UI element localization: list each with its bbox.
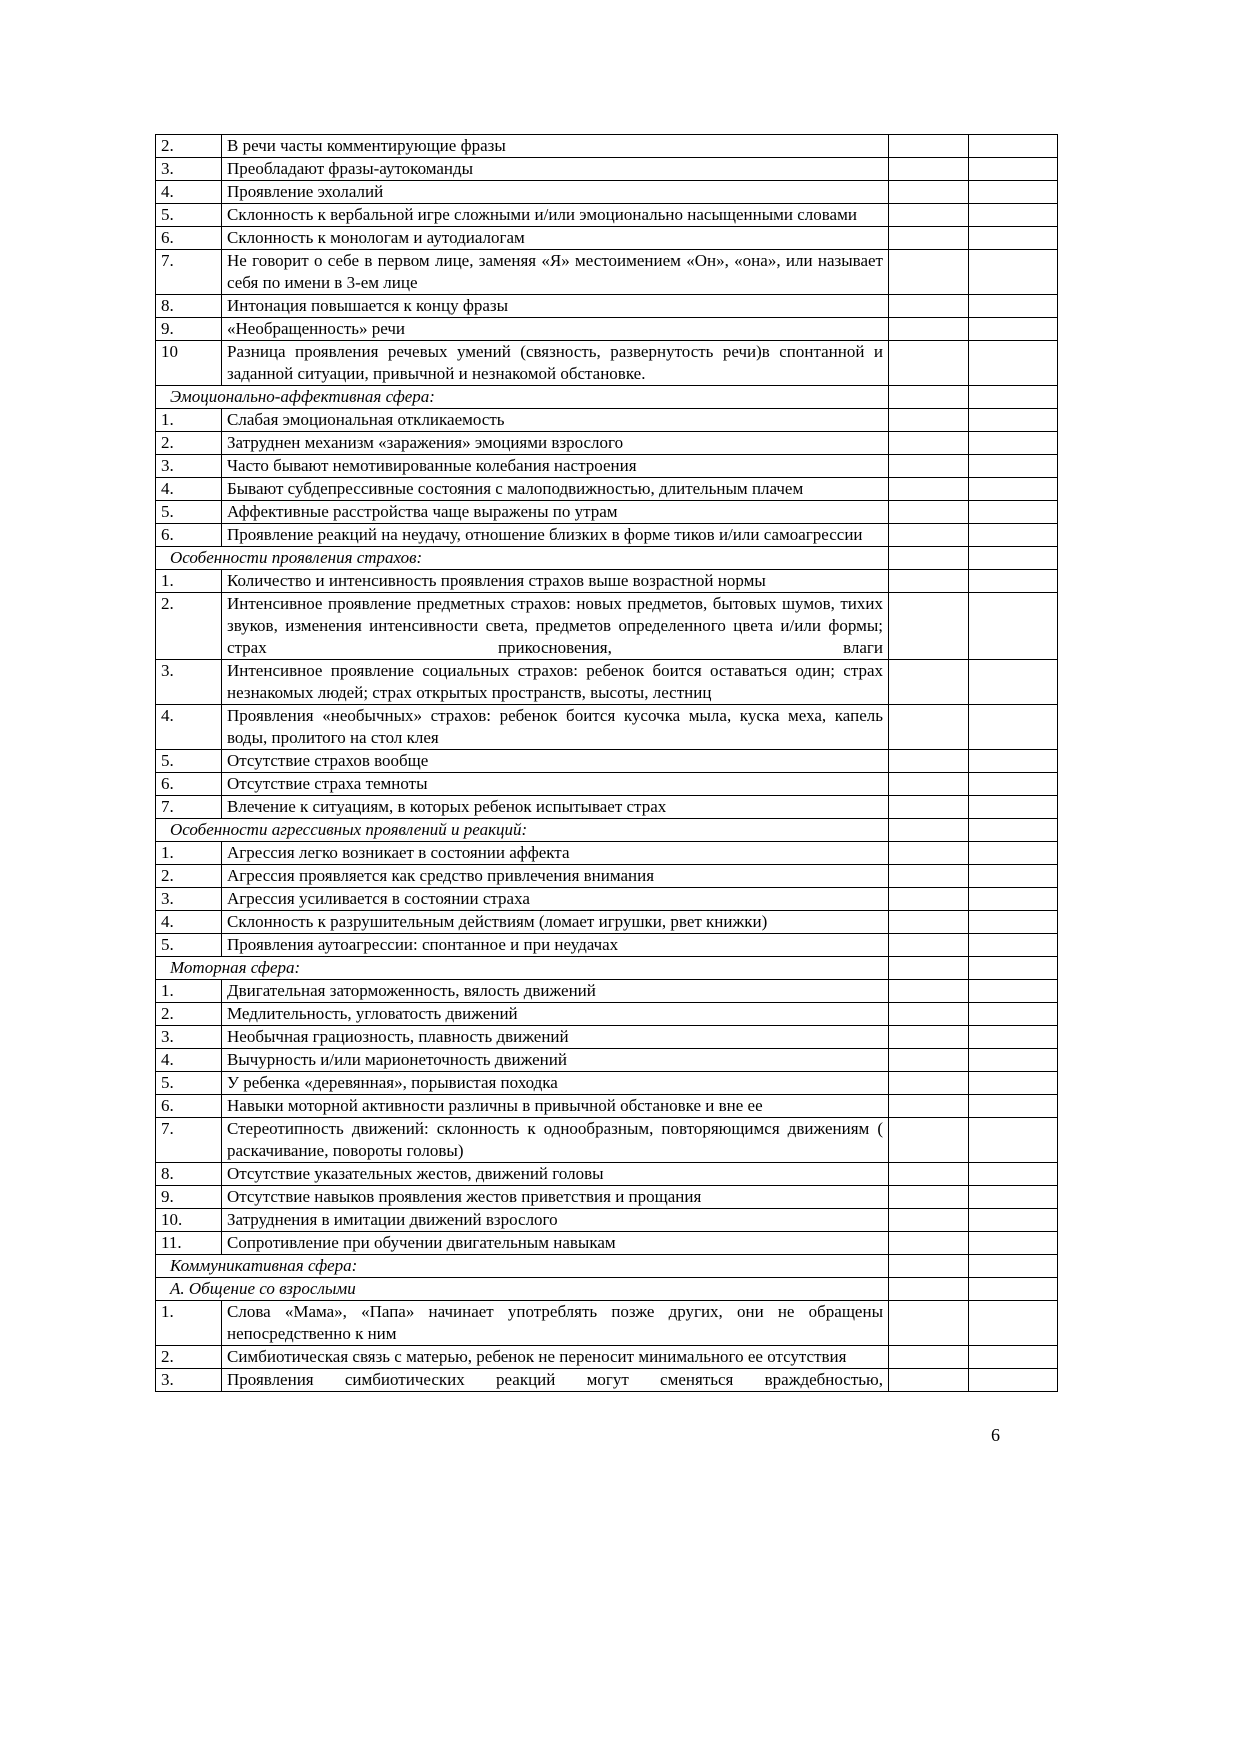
table-row <box>156 1369 1058 1392</box>
mark-cell-1 <box>889 1186 969 1209</box>
row-number: 5. <box>156 1072 222 1095</box>
table-row <box>156 1186 1058 1209</box>
mark-cell-2 <box>969 1346 1058 1369</box>
mark-cell-2 <box>969 1278 1058 1301</box>
row-text: Проявление реакций на неудачу, отношение близких в форме тиков и/или самоагрессии <box>222 524 889 547</box>
table-row <box>156 842 1058 865</box>
row-number: 6. <box>156 1095 222 1118</box>
section-row <box>156 819 1058 842</box>
row-text: Отсутствие указательных жестов, движений головы <box>222 1163 889 1186</box>
table-row <box>156 865 1058 888</box>
mark-cell-2 <box>969 455 1058 478</box>
row-number: 1. <box>156 570 222 593</box>
mark-cell-2 <box>969 888 1058 911</box>
table-row <box>156 227 1058 250</box>
row-text: Количество и интенсивность проявления страхов выше возрастной нормы <box>222 570 889 593</box>
table-row <box>156 1095 1058 1118</box>
row-text: Слова «Мама», «Папа» начинает употреблять позже других, они не обращены непосредственно к ним <box>222 1301 889 1346</box>
mark-cell-2 <box>969 750 1058 773</box>
mark-cell-1 <box>889 796 969 819</box>
row-text: Склонность к монологам и аутодиалогам <box>222 227 889 250</box>
mark-cell-2 <box>969 547 1058 570</box>
mark-cell-2 <box>969 570 1058 593</box>
row-number: 7. <box>156 250 222 295</box>
row-number: 7. <box>156 796 222 819</box>
table-row <box>156 1003 1058 1026</box>
row-number: 2. <box>156 1346 222 1369</box>
mark-cell-1 <box>889 570 969 593</box>
row-text: Стереотипность движений: склонность к однообразным, повторяющимся движениям ( раскачивание, повороты головы) <box>222 1118 889 1163</box>
mark-cell-1 <box>889 1163 969 1186</box>
mark-cell-1 <box>889 135 969 158</box>
mark-cell-2 <box>969 227 1058 250</box>
table-row <box>156 796 1058 819</box>
mark-cell-2 <box>969 1049 1058 1072</box>
table-row <box>156 888 1058 911</box>
mark-cell-1 <box>889 1301 969 1346</box>
table-row <box>156 1118 1058 1163</box>
mark-cell-1 <box>889 957 969 980</box>
row-number: 2. <box>156 593 222 660</box>
row-text: Агрессия проявляется как средство привлечения внимания <box>222 865 889 888</box>
section-title: Эмоционально-аффективная сфера: <box>156 386 889 409</box>
mark-cell-1 <box>889 842 969 865</box>
row-number: 5. <box>156 934 222 957</box>
table-row <box>156 1026 1058 1049</box>
row-text: Не говорит о себе в первом лице, заменяя «Я» местоимением «Он», «она», или называет себя по имени в 3-ем лице <box>222 250 889 295</box>
mark-cell-1 <box>889 158 969 181</box>
row-number: 5. <box>156 204 222 227</box>
mark-cell-2 <box>969 842 1058 865</box>
table-row <box>156 524 1058 547</box>
row-text: Отсутствие страхов вообще <box>222 750 889 773</box>
row-number: 2. <box>156 865 222 888</box>
row-number: 2. <box>156 1003 222 1026</box>
mark-cell-1 <box>889 888 969 911</box>
mark-cell-2 <box>969 773 1058 796</box>
row-number: 3. <box>156 888 222 911</box>
row-number: 5. <box>156 501 222 524</box>
section-row <box>156 1255 1058 1278</box>
mark-cell-1 <box>889 1003 969 1026</box>
mark-cell-1 <box>889 819 969 842</box>
mark-cell-2 <box>969 158 1058 181</box>
row-text: Часто бывают немотивированные колебания настроения <box>222 455 889 478</box>
mark-cell-2 <box>969 250 1058 295</box>
mark-cell-2 <box>969 181 1058 204</box>
row-text: Интенсивное проявление социальных страхов: ребенок боится оставаться один; страх незнакомых людей; страх открытых пространств, высоты, лестниц <box>222 660 889 705</box>
section-row <box>156 957 1058 980</box>
mark-cell-2 <box>969 386 1058 409</box>
row-text: Двигательная заторможенность, вялость движений <box>222 980 889 1003</box>
mark-cell-2 <box>969 911 1058 934</box>
mark-cell-1 <box>889 705 969 750</box>
row-text: Интонация повышается к концу фразы <box>222 295 889 318</box>
table-row <box>156 455 1058 478</box>
row-number: 3. <box>156 1369 222 1392</box>
mark-cell-2 <box>969 478 1058 501</box>
mark-cell-1 <box>889 1209 969 1232</box>
table-row <box>156 593 1058 660</box>
row-number: 6. <box>156 524 222 547</box>
row-number: 4. <box>156 478 222 501</box>
table-row <box>156 1232 1058 1255</box>
row-number: 9. <box>156 318 222 341</box>
mark-cell-1 <box>889 1095 969 1118</box>
table-row <box>156 250 1058 295</box>
row-text: Медлительность, угловатость движений <box>222 1003 889 1026</box>
row-text: Разница проявления речевых умений (связность, развернутость речи)в спонтанной и заданной ситуации, привычной и незнакомой обстановке. <box>222 341 889 386</box>
row-number: 2. <box>156 135 222 158</box>
row-text: Слабая эмоциональная откликаемость <box>222 409 889 432</box>
mark-cell-2 <box>969 865 1058 888</box>
mark-cell-2 <box>969 1095 1058 1118</box>
row-text: Влечение к ситуациям, в которых ребенок испытывает страх <box>222 796 889 819</box>
mark-cell-2 <box>969 980 1058 1003</box>
section-row <box>156 386 1058 409</box>
mark-cell-2 <box>969 957 1058 980</box>
mark-cell-1 <box>889 432 969 455</box>
table-row <box>156 135 1058 158</box>
row-text: Затруднения в имитации движений взрослого <box>222 1209 889 1232</box>
row-number: 1. <box>156 1301 222 1346</box>
row-text: В речи часты комментирующие фразы <box>222 135 889 158</box>
mark-cell-2 <box>969 204 1058 227</box>
row-number: 8. <box>156 1163 222 1186</box>
mark-cell-2 <box>969 524 1058 547</box>
row-number: 1. <box>156 842 222 865</box>
row-number: 3. <box>156 455 222 478</box>
mark-cell-2 <box>969 1186 1058 1209</box>
table-row <box>156 295 1058 318</box>
table-body <box>156 135 1058 1392</box>
mark-cell-1 <box>889 1026 969 1049</box>
mark-cell-1 <box>889 318 969 341</box>
table-row <box>156 1301 1058 1346</box>
mark-cell-2 <box>969 341 1058 386</box>
mark-cell-2 <box>969 1232 1058 1255</box>
mark-cell-1 <box>889 295 969 318</box>
row-text: Интенсивное проявление предметных страхов: новых предметов, бытовых шумов, тихих звуков, изменения интенсивности света, предметов определенного цвета и/или формы; страх прикосновения, влаги <box>222 593 889 660</box>
row-text: Затруднен механизм «заражения» эмоциями взрослого <box>222 432 889 455</box>
mark-cell-2 <box>969 934 1058 957</box>
table-row <box>156 911 1058 934</box>
mark-cell-2 <box>969 660 1058 705</box>
row-text: Склонность к разрушительным действиям (ломает игрушки, рвет книжки) <box>222 911 889 934</box>
mark-cell-1 <box>889 1346 969 1369</box>
mark-cell-1 <box>889 773 969 796</box>
table-row <box>156 980 1058 1003</box>
row-number: 4. <box>156 181 222 204</box>
mark-cell-1 <box>889 341 969 386</box>
row-text: Бывают субдепрессивные состояния с малоподвижностью, длительным плачем <box>222 478 889 501</box>
row-number: 5. <box>156 750 222 773</box>
row-text: Преобладают фразы-аутокоманды <box>222 158 889 181</box>
section-title: Особенности проявления страхов: <box>156 547 889 570</box>
mark-cell-2 <box>969 796 1058 819</box>
row-text: «Необращенность» речи <box>222 318 889 341</box>
mark-cell-2 <box>969 409 1058 432</box>
row-number: 1. <box>156 409 222 432</box>
row-text: Отсутствие страха темноты <box>222 773 889 796</box>
mark-cell-1 <box>889 911 969 934</box>
mark-cell-2 <box>969 135 1058 158</box>
table-row <box>156 478 1058 501</box>
mark-cell-2 <box>969 318 1058 341</box>
mark-cell-1 <box>889 250 969 295</box>
mark-cell-1 <box>889 865 969 888</box>
row-text: Проявление эхолалий <box>222 181 889 204</box>
assessment-table <box>155 134 1058 1392</box>
mark-cell-1 <box>889 934 969 957</box>
row-number: 10. <box>156 1209 222 1232</box>
mark-cell-1 <box>889 750 969 773</box>
mark-cell-1 <box>889 1255 969 1278</box>
row-text: Проявления симбиотических реакций могут сменяться враждебностью, <box>222 1369 889 1392</box>
table-row <box>156 204 1058 227</box>
row-number: 2. <box>156 432 222 455</box>
mark-cell-2 <box>969 1209 1058 1232</box>
row-text: Навыки моторной активности различны в привычной обстановке и вне ее <box>222 1095 889 1118</box>
mark-cell-1 <box>889 547 969 570</box>
mark-cell-2 <box>969 1072 1058 1095</box>
mark-cell-2 <box>969 1255 1058 1278</box>
row-number: 1. <box>156 980 222 1003</box>
row-number: 3. <box>156 660 222 705</box>
row-text: Склонность к вербальной игре сложными и/или эмоционально насыщенными словами <box>222 204 889 227</box>
row-number: 9. <box>156 1186 222 1209</box>
table-row <box>156 1209 1058 1232</box>
table-row <box>156 1049 1058 1072</box>
mark-cell-1 <box>889 524 969 547</box>
table-row <box>156 341 1058 386</box>
table-row <box>156 181 1058 204</box>
row-text: Симбиотическая связь с матерью, ребенок не переносит минимального ее отсутствия <box>222 1346 889 1369</box>
mark-cell-1 <box>889 1072 969 1095</box>
mark-cell-1 <box>889 660 969 705</box>
mark-cell-2 <box>969 1369 1058 1392</box>
row-text: Агрессия усиливается в состоянии страха <box>222 888 889 911</box>
row-number: 6. <box>156 227 222 250</box>
table-row <box>156 409 1058 432</box>
table-row <box>156 501 1058 524</box>
mark-cell-1 <box>889 204 969 227</box>
mark-cell-2 <box>969 593 1058 660</box>
row-number: 11. <box>156 1232 222 1255</box>
table-row <box>156 773 1058 796</box>
mark-cell-1 <box>889 1049 969 1072</box>
mark-cell-2 <box>969 1003 1058 1026</box>
mark-cell-2 <box>969 1118 1058 1163</box>
section-title: А. Общение со взрослыми <box>156 1278 889 1301</box>
section-title: Особенности агрессивных проявлений и реакций: <box>156 819 889 842</box>
mark-cell-1 <box>889 409 969 432</box>
row-text: Проявления «необычных» страхов: ребенок боится кусочка мыла, куска меха, капель воды, пролитого на стол клея <box>222 705 889 750</box>
table-row <box>156 705 1058 750</box>
mark-cell-2 <box>969 1026 1058 1049</box>
row-number: 7. <box>156 1118 222 1163</box>
table-row <box>156 934 1058 957</box>
mark-cell-2 <box>969 295 1058 318</box>
mark-cell-1 <box>889 455 969 478</box>
mark-cell-1 <box>889 1369 969 1392</box>
row-number: 8. <box>156 295 222 318</box>
row-text: Необычная грациозность, плавность движений <box>222 1026 889 1049</box>
row-number: 4. <box>156 911 222 934</box>
mark-cell-1 <box>889 1278 969 1301</box>
row-number: 6. <box>156 773 222 796</box>
mark-cell-1 <box>889 478 969 501</box>
mark-cell-1 <box>889 1232 969 1255</box>
mark-cell-2 <box>969 501 1058 524</box>
row-number: 4. <box>156 705 222 750</box>
table-row <box>156 432 1058 455</box>
mark-cell-1 <box>889 1118 969 1163</box>
section-title: Коммуникативная сфера: <box>156 1255 889 1278</box>
mark-cell-1 <box>889 386 969 409</box>
row-text: Отсутствие навыков проявления жестов приветствия и прощания <box>222 1186 889 1209</box>
table-row <box>156 1072 1058 1095</box>
mark-cell-2 <box>969 1163 1058 1186</box>
section-title: Моторная сфера: <box>156 957 889 980</box>
table-row <box>156 660 1058 705</box>
row-text: Аффективные расстройства чаще выражены по утрам <box>222 501 889 524</box>
section-row <box>156 547 1058 570</box>
mark-cell-1 <box>889 501 969 524</box>
table-row <box>156 1346 1058 1369</box>
page-number: 6 <box>991 1425 1000 1445</box>
mark-cell-1 <box>889 593 969 660</box>
row-number: 4. <box>156 1049 222 1072</box>
mark-cell-1 <box>889 227 969 250</box>
table-row <box>156 1163 1058 1186</box>
section-row <box>156 1278 1058 1301</box>
row-text: У ребенка «деревянная», порывистая походка <box>222 1072 889 1095</box>
mark-cell-1 <box>889 980 969 1003</box>
table-row <box>156 158 1058 181</box>
mark-cell-2 <box>969 432 1058 455</box>
mark-cell-2 <box>969 819 1058 842</box>
mark-cell-2 <box>969 705 1058 750</box>
table-row <box>156 570 1058 593</box>
mark-cell-2 <box>969 1301 1058 1346</box>
row-text: Сопротивление при обучении двигательным навыкам <box>222 1232 889 1255</box>
row-text: Агрессия легко возникает в состоянии аффекта <box>222 842 889 865</box>
row-number: 10 <box>156 341 222 386</box>
table-row <box>156 318 1058 341</box>
table-row <box>156 750 1058 773</box>
mark-cell-1 <box>889 181 969 204</box>
row-text: Проявления аутоагрессии: спонтанное и при неудачах <box>222 934 889 957</box>
row-text: Вычурность и/или марионеточность движений <box>222 1049 889 1072</box>
row-number: 3. <box>156 158 222 181</box>
row-number: 3. <box>156 1026 222 1049</box>
